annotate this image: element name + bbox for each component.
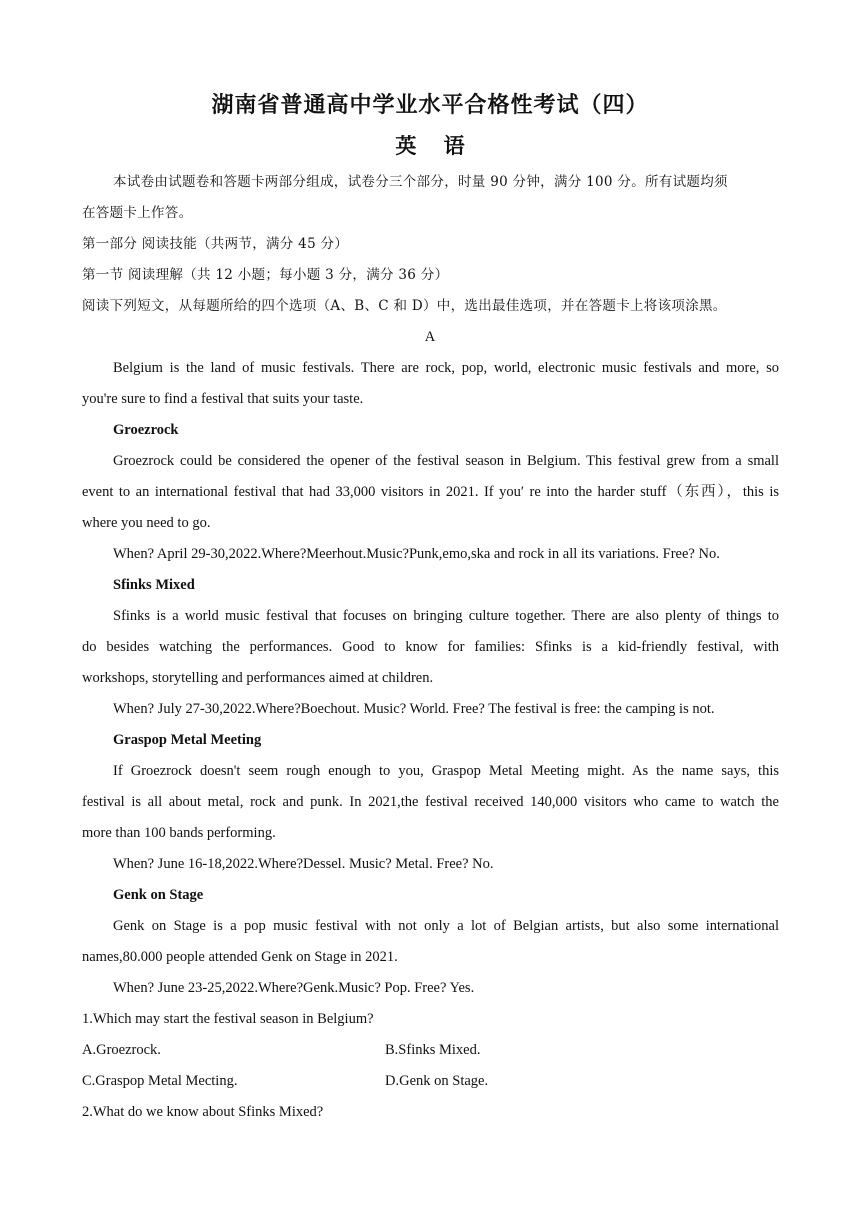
section-heading: 第一节 阅读理解（共 12 小题；每小题 3 分，满分 36 分） — [82, 267, 449, 283]
festival-info: When? April 29-30,2022.Where?Meerhout.Music?Punk,emo,ska and rock in all its variations. Free? No. — [113, 546, 720, 562]
festival-text-line: Genk on Stage is a pop music festival with not only a lot of Belgian artists, but also some international — [113, 918, 779, 934]
passage-label: A — [424, 329, 436, 345]
part-heading: 第一部分 阅读技能（共两节，满分 45 分） — [82, 236, 349, 252]
festival-text-line: festival is all about metal, rock and punk. In 2021,the festival received 140,000 visitors who came to watch the — [82, 794, 779, 810]
festival-heading: Sfinks Mixed — [113, 577, 195, 593]
directions: 阅读下列短文，从每题所给的四个选项（A、B、C 和 D）中，选出最佳选项，并在答题卡上将该项涂黑。 — [82, 298, 727, 314]
passage-intro-line-2: you're sure to find a festival that suits your taste. — [82, 391, 364, 407]
festival-info: When? July 27-30,2022.Where?Boechout. Music? World. Free? The festival is free: the camping is not. — [113, 701, 715, 717]
festival-text-line: event to an international festival that had 33,000 visitors in 2021. If you′ re into the harder stuff（东西），this is — [82, 484, 779, 500]
festival-heading: Genk on Stage — [113, 887, 204, 903]
festival-text-line: Sfinks is a world music festival that focuses on bringing culture together. There are also plenty of things to — [113, 608, 779, 624]
festival-info: When? June 16-18,2022.Where?Dessel. Music? Metal. Free? No. — [113, 856, 494, 872]
question-stem: 2.What do we know about Sfinks Mixed? — [82, 1104, 324, 1120]
answer-option-a: A.Groezrock. — [82, 1042, 161, 1058]
festival-text-line: workshops, storytelling and performances aimed at children. — [82, 670, 434, 686]
festival-text-line: do besides watching the performances. Good to know for families: Sfinks is a kid-friendly festival, with — [82, 639, 779, 655]
festival-text-line: names,80.000 people attended Genk on Stage in 2021. — [82, 949, 398, 965]
answer-option-c: C.Graspop Metal Mecting. — [82, 1073, 238, 1089]
festival-text-line: If Groezrock doesn't seem rough enough to you, Graspop Metal Meeting might. As the name says, this — [113, 763, 779, 779]
exam-title: 湖南省普通高中学业水平合格性考试（四） — [211, 92, 649, 118]
passage-intro-line-1: Belgium is the land of music festivals. There are rock, pop, world, electronic music festivals and more, so — [113, 360, 779, 376]
subject-title: 英 语 — [395, 133, 475, 158]
festival-text-line: Groezrock could be considered the opener of the festival season in Belgium. This festival grew from a small — [113, 453, 779, 469]
answer-option-b: B.Sfinks Mixed. — [385, 1042, 481, 1058]
answer-option-d: D.Genk on Stage. — [385, 1073, 489, 1089]
intro-line-1: 本试卷由试题卷和答题卡两部分组成，试卷分三个部分，时量 90 分钟，满分 100 分。所有试题均须 — [113, 174, 728, 190]
question-stem: 1.Which may start the festival season in Belgium? — [82, 1011, 374, 1027]
intro-line-2: 在答题卡上作答。 — [82, 205, 193, 221]
festival-heading: Graspop Metal Meeting — [113, 732, 262, 748]
festival-text-line: where you need to go. — [82, 515, 211, 531]
festival-heading: Groezrock — [113, 422, 179, 438]
festival-text-line: more than 100 bands performing. — [82, 825, 276, 841]
festival-info: When? June 23-25,2022.Where?Genk.Music? Pop. Free? Yes. — [113, 980, 475, 996]
